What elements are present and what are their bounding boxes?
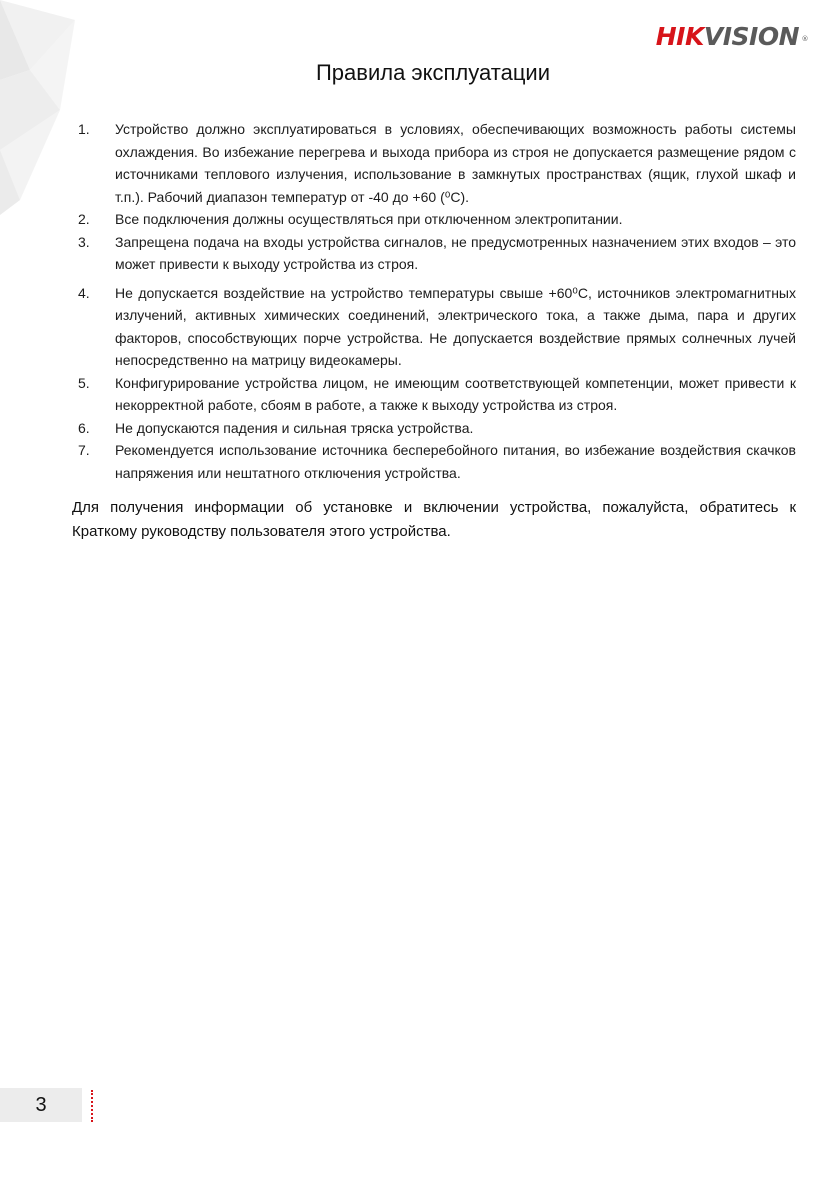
page-title: Правила эксплуатации: [315, 60, 551, 85]
rule-number: 1.: [78, 121, 90, 137]
rule-item: [78, 208, 796, 231]
rule-number: 3.: [78, 233, 90, 250]
rule-item: [78, 118, 796, 208]
footer-dotted-divider: [91, 1090, 93, 1122]
rule-number: 4.: [78, 284, 90, 301]
rule-number: 2.: [78, 211, 90, 227]
rule-text: Устройство должно эксплуатироваться в условиях, обеспечивающих возможность работы системы охлаждения. Во избежание перегрева и выхода прибора из строя не допускается размещение рядом с источниками теплового излучения, использование в замкнутых пространствах (ящик, глухой шкаф и т.п.). Рабочий диапазон температур от -40 до +60 (⁰С).: [115, 121, 796, 205]
rule-text: Не допускаются падения и сильная тряска устройства.: [115, 419, 474, 436]
installation-note: Для получения информации об установке и включении устройства, пожалуйста, обратитесь к Краткому руководству пользователя этого устройства.: [72, 499, 796, 540]
rule-text: Не допускается воздействие на устройство температуры свыше +60⁰С, источников электромагнитных излучений, активных химических соединений, электрического тока, а также дыма, пара и других факторов, способствующих порче устройства. Не допускается воздействие прямых солнечных лучей непосредственно на матрицу видеокамеры.: [115, 284, 796, 368]
rule-item: [78, 372, 796, 417]
rule-item: [78, 439, 796, 484]
rule-number: 7.: [78, 442, 90, 458]
rule-item: [78, 417, 796, 440]
rule-text: Рекомендуется использование источника бесперебойного питания, во избежание воздействия скачков напряжения или нештатного отключения устройства.: [115, 442, 796, 481]
hikvision-logo: [655, 22, 808, 52]
logo-grey-part: VISION: [703, 22, 799, 51]
page-number: 3: [35, 1093, 47, 1116]
rules-list: [78, 118, 796, 484]
rule-item: [78, 282, 796, 372]
page-number-box: [0, 1088, 82, 1122]
logo-red-part: HIK: [655, 22, 704, 51]
rule-item: [78, 231, 796, 276]
rule-text: Все подключения должны осуществляться при отключенном электропитании.: [115, 211, 623, 227]
rule-number: 6.: [78, 419, 90, 436]
rule-text: Запрещена подача на входы устройства сигналов, не предусмотренных назначением этих входов – это может привести к выходу устройства из строя.: [115, 233, 796, 272]
registered-mark: ®: [801, 35, 808, 43]
rule-number: 5.: [78, 374, 90, 391]
rule-text: Конфигурирование устройства лицом, не имеющим соответствующей компетенции, может привести к некорректной работе, сбоям в работе, а также к выходу устройства из строя.: [115, 374, 796, 413]
